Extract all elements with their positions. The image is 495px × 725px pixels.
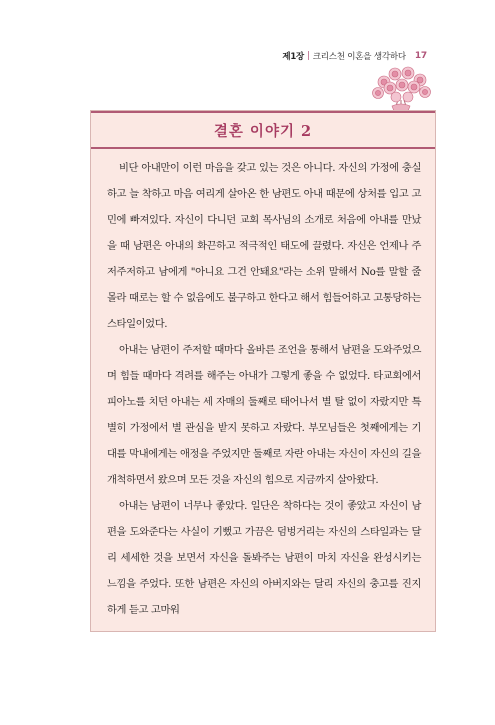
paragraph: 아내는 남편이 주저할 때마다 올바른 조언을 통해서 남편을 도와주었으며 힘들 때마다 격려를 해주는 아내가 그렇게 좋을 수 없었다. 타교회에서 피아노를 치던 아내는 세 자매의 둘째로 태어나서 별 탈 없이 자랐지만 특별히 가정에서 별 관심을 받지 못하고 자랐다. 부모님들은 첫째에게는 기대를 막내에게는 애정을 주었지만 둘째로 자란 아내는 자신이 자신의 길을 개척하면서 왔으며 모든 것을 자신의 힘으로 지금까지 살아왔다. <box>107 344 421 486</box>
box-body <box>107 155 421 623</box>
story-box <box>90 110 436 632</box>
running-head-separator: | <box>307 51 310 61</box>
paragraph: 아내는 남편이 너무나 좋았다. 일단은 착하다는 것이 좋았고 자신이 남편을 도와준다는 사실이 기뻤고 가끔은 덤벙거리는 자신의 스타일과는 달리 세세한 것을 보면서 자신을 돌봐주는 남편이 마치 자신을 완성시키는 느낌을 주었다. 또한 남편은 자신의 아버지와는 달리 자신의 충고를 진지하게 듣고 고마워 <box>107 500 421 616</box>
page-number: 17 <box>414 51 427 61</box>
chapter-title: 크리스천 이혼을 생각하다 <box>312 52 406 62</box>
box-title: 결혼 이야기 2 <box>213 122 313 140</box>
paragraph: 비단 아내만이 이런 마음을 갖고 있는 것은 아니다. 자신의 가정에 충실하고 늘 착하고 마음 여리게 살아온 한 남편도 아내 때문에 상처를 입고 고민에 빠져있다. 자신이 다니던 교회 목사님의 소개로 처음에 아내를 만났을 때 남편은 아내의 화끈하고 적극적인 태도에 끌렸다. 자신은 언제나 주저주저하고 남에게 "아니요 그건 안돼요"라는 소위 말해서 No를 말할 줄 몰라 때로는 할 수 없음에도 불구하고 한다고 해서 힘들어하고 고통당하는 스타일이었다. <box>107 162 421 330</box>
box-header <box>91 111 435 149</box>
chapter-label: 제1장 <box>282 52 305 62</box>
